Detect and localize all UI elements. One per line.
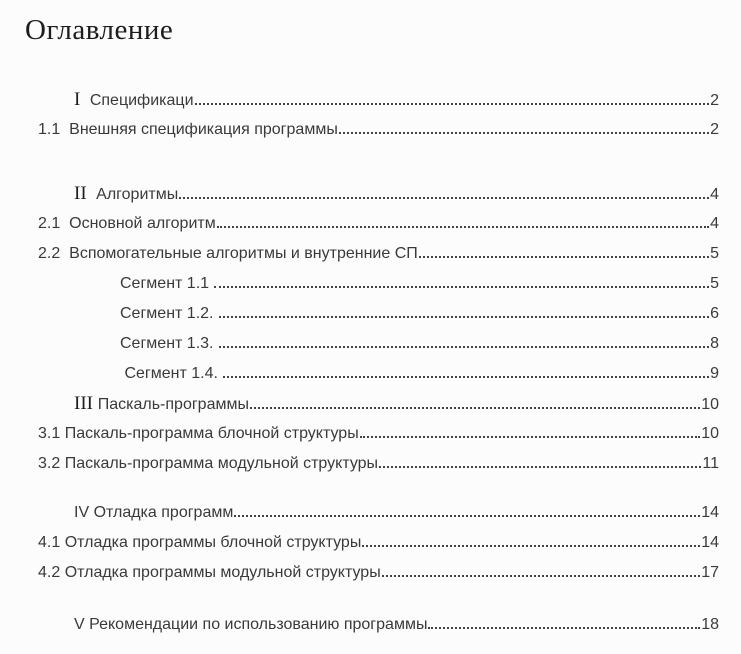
dot-leader	[219, 335, 709, 348]
entry-number: I	[74, 89, 90, 110]
page-number: 5	[710, 275, 719, 292]
dot-leader	[179, 186, 709, 199]
dot-leader	[419, 245, 709, 258]
entry-title: Алгоритмы	[96, 186, 179, 203]
toc-entry[interactable]	[25, 115, 719, 145]
dot-leader	[234, 504, 700, 517]
dot-leader	[362, 534, 700, 547]
entry-title: Вспомогательные алгоритмы и внутренние СП	[69, 245, 418, 262]
page-number: 14	[701, 534, 719, 551]
entry-title: Паскаль-программа блочной структуры	[64, 425, 359, 442]
page-number: 2	[710, 92, 719, 109]
toc-entry[interactable]	[25, 558, 719, 588]
page-number: 5	[710, 245, 719, 262]
entry-title: Отладка программы модульной структуры	[64, 564, 381, 581]
dot-leader	[250, 396, 700, 409]
page-number: 10	[701, 425, 719, 442]
dot-leader	[223, 365, 709, 378]
page-number: 18	[701, 616, 719, 633]
toc-entry[interactable]	[25, 610, 719, 640]
entry-number: III	[74, 393, 98, 414]
page-number: 6	[710, 305, 719, 322]
dot-leader	[339, 121, 709, 134]
page-number: 11	[702, 455, 719, 472]
toc-entry[interactable]	[25, 449, 719, 479]
entry-number: 3.1	[38, 425, 65, 442]
page-number: 8	[710, 335, 719, 352]
entry-number: 3.2	[38, 455, 65, 472]
dot-leader	[382, 564, 701, 577]
entry-number: 4.1	[38, 534, 65, 551]
toc-entry[interactable]	[25, 85, 719, 115]
toc-entry[interactable]	[25, 359, 719, 389]
entry-number: IV	[74, 504, 94, 521]
entry-number: II	[74, 183, 97, 204]
dot-leader	[217, 215, 709, 228]
dot-leader	[219, 305, 709, 318]
dot-leader	[214, 275, 709, 288]
entry-title: Отладка программы блочной структуры	[64, 534, 362, 551]
entry-title: Сегмент 1.4.	[120, 365, 223, 382]
entry-title: Сегмент 1.3.	[120, 335, 218, 352]
toc-entry[interactable]	[25, 329, 719, 359]
toc-entry[interactable]	[25, 299, 719, 329]
dot-leader	[195, 92, 710, 105]
page-number: 17	[701, 564, 719, 581]
toc-entry[interactable]	[25, 209, 719, 239]
entry-title: Отладка программ	[93, 504, 234, 521]
toc-entry[interactable]	[25, 269, 719, 299]
entry-number: V	[74, 616, 90, 633]
toc-entry[interactable]	[25, 419, 719, 449]
dot-leader	[428, 616, 700, 629]
entry-number: 4.2	[38, 564, 65, 581]
toc-entry[interactable]	[25, 528, 719, 558]
toc-entry[interactable]	[25, 498, 719, 528]
page-number: 14	[701, 504, 719, 521]
page-number: 4	[710, 215, 719, 232]
entry-title: Паскаль-программа модульной структуры	[64, 455, 379, 472]
entry-title: Основной алгоритм	[69, 215, 216, 232]
page-number: 2	[710, 121, 719, 138]
toc-entry[interactable]	[25, 239, 719, 269]
entry-number: 1.1	[38, 121, 70, 138]
toc-list	[25, 85, 719, 640]
entry-title: Рекомендации по использованию программы	[89, 616, 428, 633]
entry-title: Паскаль-программы	[97, 396, 249, 413]
entry-number: 2.1	[38, 215, 70, 232]
page-number: 4	[710, 186, 719, 203]
toc-entry[interactable]	[25, 179, 719, 209]
page-number: 9	[710, 365, 719, 382]
entry-title: Спецификаци	[89, 92, 194, 109]
entry-title: Сегмент 1.1	[120, 275, 214, 292]
entry-title: Сегмент 1.2.	[120, 305, 218, 322]
page-title: Оглавление	[25, 14, 174, 46]
page-number: 10	[701, 396, 719, 413]
entry-number: 2.2	[38, 245, 70, 262]
toc-entry[interactable]	[25, 389, 719, 419]
dot-leader	[360, 425, 701, 438]
dot-leader	[379, 455, 701, 468]
entry-title: Внешняя спецификация программы	[69, 121, 338, 138]
